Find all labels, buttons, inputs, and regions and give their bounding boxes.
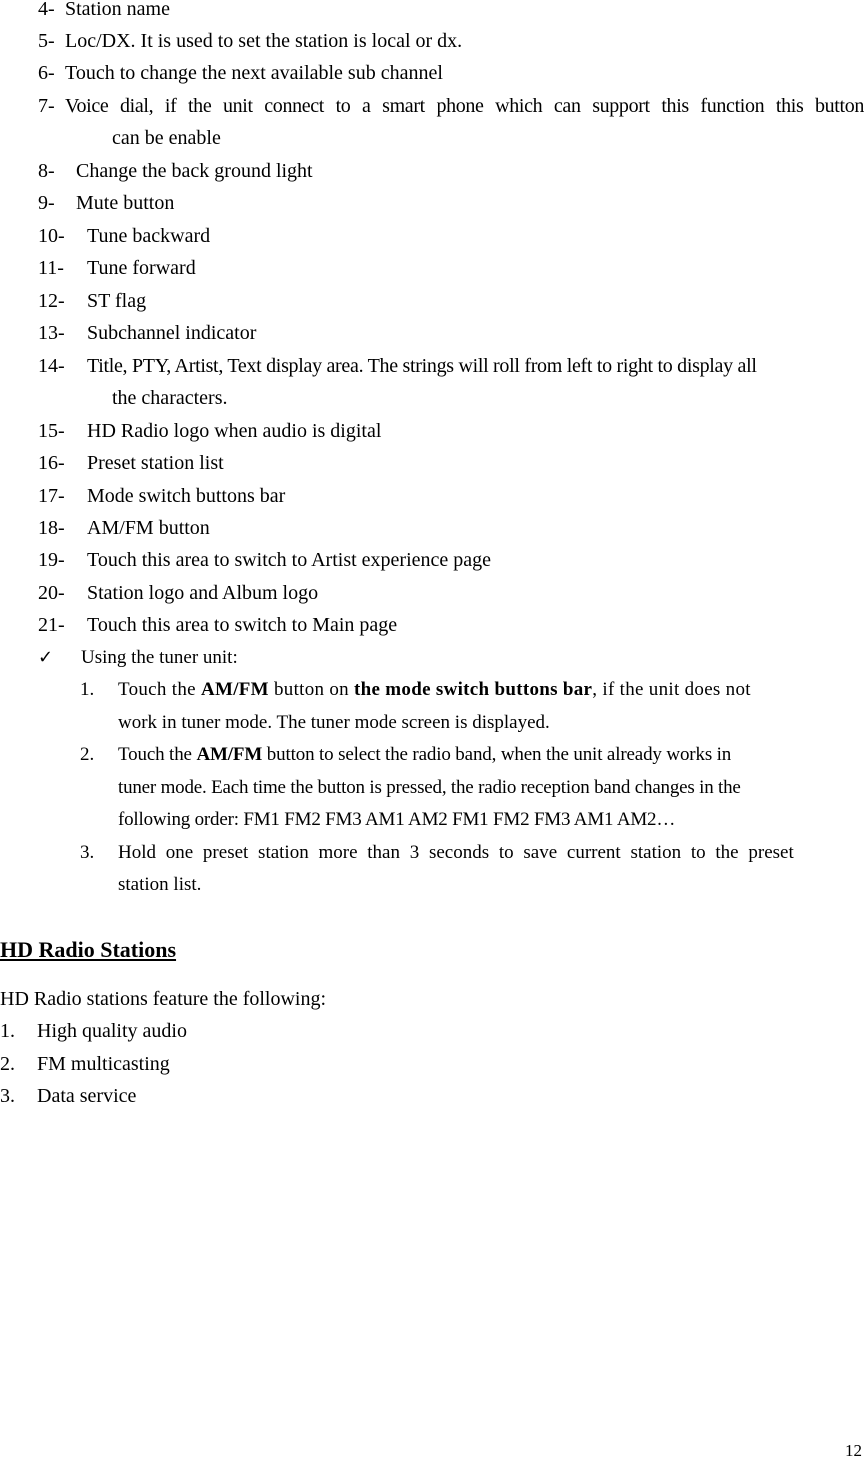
page-number: 12 <box>845 1441 862 1460</box>
checkmark-icon: ✓ <box>38 647 54 668</box>
section-heading: HD Radio Stations <box>0 937 177 962</box>
